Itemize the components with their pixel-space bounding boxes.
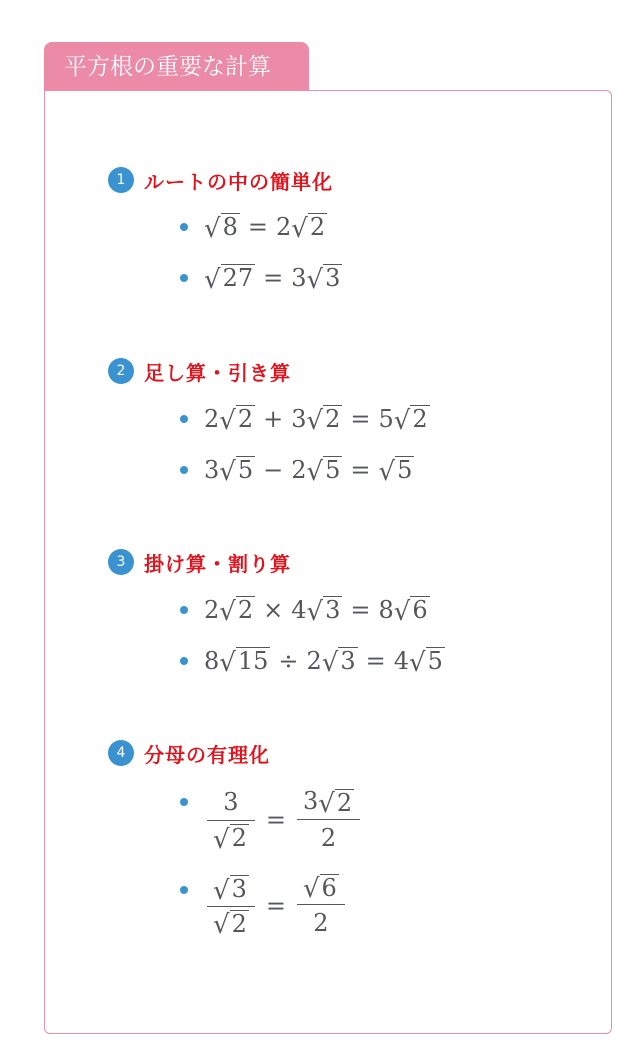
bullet-icon bbox=[180, 466, 188, 474]
formula: 2 √ 2 + 3 √ 2 = 5 √ 2 bbox=[204, 405, 428, 436]
formula-row bbox=[180, 786, 363, 853]
section-title: 分母の有理化 bbox=[144, 742, 270, 767]
formula-row bbox=[180, 874, 348, 938]
number-badge: 4 bbox=[108, 740, 134, 766]
formula: √ 8 = 2 √ 2 bbox=[204, 213, 326, 244]
formula: 8 √ 15 ÷ 2 √ 3 = 4 √ 5 bbox=[204, 647, 443, 678]
title-tab bbox=[44, 42, 309, 92]
section-heading-2 bbox=[108, 356, 291, 386]
bullet-icon bbox=[180, 657, 188, 665]
formula-row bbox=[180, 450, 414, 490]
bullet-icon bbox=[180, 606, 188, 614]
fraction: 3 √ 2 2 bbox=[297, 786, 360, 853]
formula-row bbox=[180, 399, 430, 439]
formula: √ 27 = 3 √ 3 bbox=[204, 264, 341, 295]
number-badge: 2 bbox=[108, 358, 134, 384]
formula-row bbox=[180, 590, 430, 630]
number-badge: 1 bbox=[108, 167, 134, 193]
bullet-icon bbox=[180, 798, 188, 806]
formula: √ 3 √ 2 = √ 6 2 bbox=[204, 874, 348, 938]
section-title: ルートの中の簡単化 bbox=[144, 169, 333, 194]
bullet-icon bbox=[180, 415, 188, 423]
section-title: 足し算・引き算 bbox=[144, 360, 291, 385]
formula: 2 √ 2 × 4 √ 3 = 8 √ 6 bbox=[204, 596, 428, 627]
formula: 3 √ 5 − 2 √ 5 = √ 5 bbox=[204, 456, 413, 487]
formula-row bbox=[180, 641, 445, 681]
fraction: √ 3 √ 2 bbox=[207, 875, 255, 936]
section-heading-4 bbox=[108, 738, 270, 768]
section-title: 掛け算・割り算 bbox=[144, 551, 291, 576]
formula-row bbox=[180, 207, 327, 247]
fraction: √ 6 2 bbox=[297, 874, 345, 938]
page-title: 平方根の重要な計算 bbox=[64, 54, 271, 80]
formula-row bbox=[180, 258, 342, 298]
section-heading-3 bbox=[108, 547, 291, 577]
number-badge: 3 bbox=[108, 549, 134, 575]
section-heading-1 bbox=[108, 165, 333, 195]
bullet-icon bbox=[180, 274, 188, 282]
fraction: 3 √ 2 bbox=[207, 787, 255, 851]
bullet-icon bbox=[180, 223, 188, 231]
bullet-icon bbox=[180, 886, 188, 894]
formula: 3 √ 2 = 3 √ 2 2 bbox=[204, 786, 363, 853]
